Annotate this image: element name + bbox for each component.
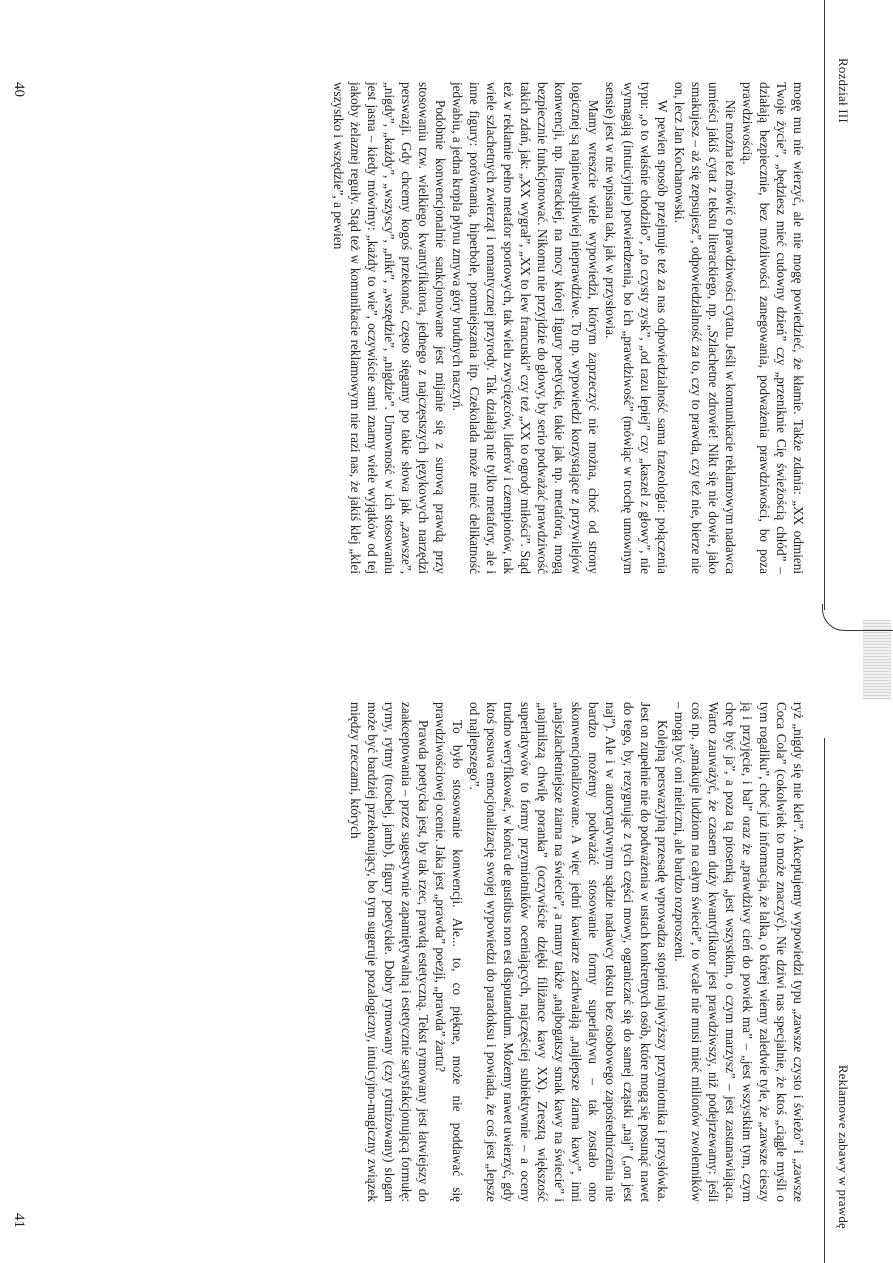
right-page-number: 41 [11,1213,27,1228]
left-paragraph-2: Nie można też mówić o prawdziwości cytatu. Jeśli w komunikacie reklamowym nadawca umieści jakiś cytat z tekstu literackiego, np. „Szlachetne zdrowie! Nikt się nie dowie, jako smakujesz – aż się zepsujesz”, odpowiedzialność za to, czy to prawda, czy też nie, bierze nie on, lecz Jan Kochanowski. [671,82,738,574]
right-running-head: Reklamowe zabawy w prawdę [836,1064,851,1229]
left-paragraph-5: Podobnie konwencjonalnie sankcjonowane jest mijanie się z surową prawdą przy stosowaniu tzw. wielkiego kwantyfikatora, jednego z najczęstszych językowych narzędzi perswazji. Gdy chcemy kogoś przekonać, często sięgamy po takie słowa jak „zawsze”, „nigdy”, „każdy”, „wszyscy”, „nikt”, „wszędzie”, „nigdzie”. Umowność w ich stosowaniu jest jasna – kiedy mówimy: „każdy to wie”, oczywiście sami znamy wiele wyjątków od tej jakoby żelaznej reguły. Stąd też w komunikacie reklamowym nie razi nas, że jakiś klej „klei wszystko i wszędzie”, a pewien [330,82,449,574]
left-paragraph-1: mogę mu nie wierzyć, ale nie mogę powiedzieć, że kłamie. Także zdania: „XX odmieni Twoje życie”, „będziesz mieć cudowny dzień” czy „przeniknie Cię świeżością chłód” – działają bezpiecznie, bez możliwości zanegowania, podważenia prawdziwości, bo poza prawdziwością. [739,82,806,574]
left-running-head: Rozdział III [836,58,851,123]
left-paragraph-3: W pewien sposób przejmuje też za nas odpowiedzialność sama frazeologia: połączenia typu: „o to właśnie chodziło”, „to czysty zysk”, „od razu lepiej” czy „kaszel z głowy”, nie wymagają (intuicyjnie) potwierdzenia, bo ich „prawdziwość” (mówiąc w trochę umownym sensie) jest w nie wpisana tak, jak w przysłowia. [603,82,670,574]
right-page-text [347,702,807,1202]
left-page-number: 40 [11,82,27,97]
scan-shadow [863,620,891,700]
left-page-text [330,82,807,574]
right-paragraph-3: To było stosowanie konwencji. Ale... to, co piękne, może nie poddawać się prawdziwościowej ocenie. Jaka jest „prawda” poezji, „prawda” żartu? [433,702,466,1202]
right-head-rule [824,738,825,1263]
left-paragraph-4: Mamy wreszcie wiele wypowiedzi, którym zaprzeczyć nie można, choć od strony logicznej są najniewątpliwiej nieprawdziwe. To np. wypowiedzi korzystające z przywilejów konwencji, np. literackiej, na mocy której figury poetyckie, takie jak np. metafora, mogą bezpiecznie funkcjonować. Nikomu nie przyjdzie do głowy, by serio podważać prawdziwość takich zdań, jak: „XX wygrał”, „XX to lew francuski” czy też „XX to ogrody miłości”. Stąd też w reklamie pełno metafor sportowych, tak wielu zwycięzców, liderów i czempionów, tak wiele szlachetnych zwierząt i romantycznej przyrody. Tak działają nie tylko metafory, ale i inne figury: porównania, hiperbole, pomniejszania itp. Czekolada może mieć delikatność jedwabiu, a jedna kropla płynu zmywa góry brudnych naczyń. [450,82,602,574]
right-paragraph-4: Prawda poetycka jest, by tak rzec, prawdą estetyczną. Tekst rymowany jest łatwiejszy do zaakceptowania – przez sugestywnie zapamiętywalną i estetycznie satysfakcjonującą formułę: rymy, rytmy (trochej, jamb), figury poetyckie. Dobry rymowany (czy rytmizowany) slogan może być bardziej przekonujący, bo tym sugeruje pozalogiczny, intuicyjno-magiczny związek między rzeczami, których [347,702,431,1202]
right-paragraph-2: Kolejną perswazyjną przesadę wprowadza stopień najwyższy przymiotnika i przysłówka. Jest on zupełnie nie do podważenia w ustach konkretnych osób, które mogą się posunąć nawet do tego, by, rezygnując z tych części mowy, ograniczać się do samej cząstki „naj” („on jest naj”). Ale i w autorytatywnym sądzie nadawcy tekstu bez osobowego zapośredniczenia nie bardzo możemy podważać stosowanie formy superlatywu – tak zostało ono skonwencjonalizowane. A więc jedni kawiarze zachwalają „najlepsze ziarna kawy”, inni „najszlachetniejsze ziarna na świecie”, a mamy także „najbogatszy smak kawy na świecie” i „najmilszą chwilę poranka” (oczywiście dzięki filiżance kawy XX). Zresztą większość superlatywów to formy przymiotników oceniających, najczęściej subiektywnie – a oceny trudno weryfikować, w końcu de gustibus non est disputandum. Możemy nawet uwierzyć, gdy ktoś posuwa emocjonalizację swojej wypowiedzi do paradoksu i powiada, że coś jest „lepsze od najlepszego”. [467,702,670,1202]
right-paragraph-1: ryż „nigdy się nie klei”. Akceptujemy wypowiedzi typu „zawsze czysto i świeżo” i „zawsze Coca Cola” (cokolwiek to może znaczyć). Nie dziwi nas specjalnie, że ktoś „ciągle myśli o tym rogaliku”, choć już informacja, że lalka, o której wiemy zaledwie tyle, że „zawsze cieszy ją i przyjęcie, i bal” oraz że „prawdziwy cień do powiek ma” – „jest wszystkim tym, czym chcę być ja”, a poza tą piosenką „jest wszystkim, o czym marzysz” – jest zastanawiająca. Warto zauważyć, że czasem duży kwantyfikator jest prawdziwszy, niż podejrzewamy: jeśli coś np. „smakuje ludziom na całym świecie”, to wcale nie musi mieć milionów zwolenników – mogą być oni nieliczni, ale bardzo rozproszeni. [671,702,806,1202]
left-page [0,0,893,612]
left-head-rule [824,0,825,610]
right-page [0,700,893,1263]
